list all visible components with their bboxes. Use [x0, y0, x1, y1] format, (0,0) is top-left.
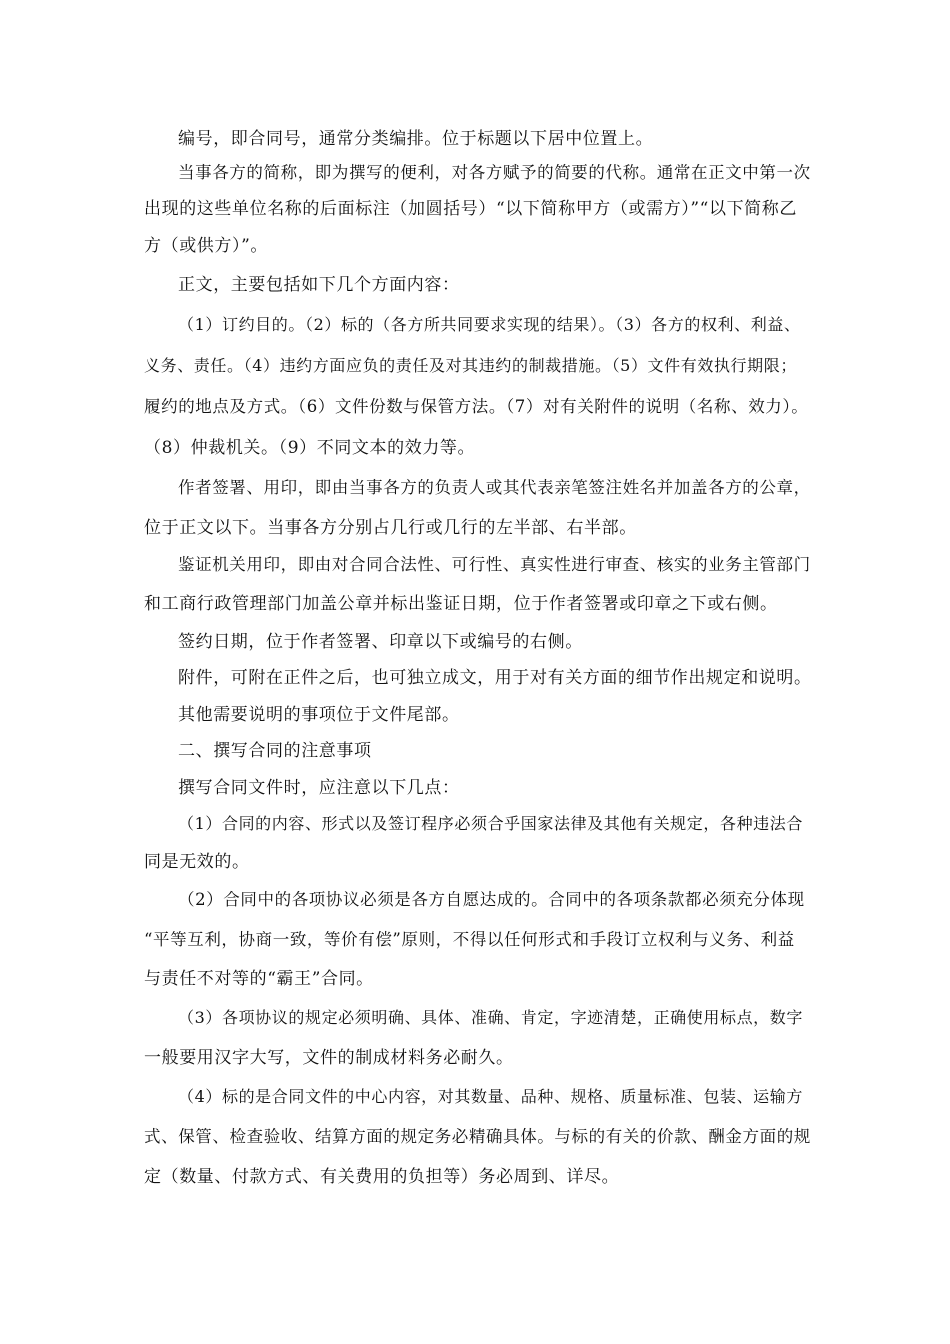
text-line: （1）合同的内容、形式以及签订程序必须合乎国家法律及其他有关规定，各种违法合 [178, 814, 803, 833]
text-line: 鉴证机关用印，即由对合同合法性、可行性、真实性进行审查、核实的业务主管部门 [178, 555, 811, 574]
text-line: 和工商行政管理部门加盖公章并标出鉴证日期，位于作者签署或印章之下或右侧。 [144, 594, 778, 614]
text-line: 编号，即合同号，通常分类编排。位于标题以下居中位置上。 [178, 129, 654, 149]
text-line: 位于正文以下。当事各方分别占几行或几行的左半部、右半部。 [144, 518, 637, 538]
text-line: 同是无效的。 [144, 852, 250, 872]
text-line: （3）各项协议的规定必须明确、具体、准确、肯定，字迹清楚，正确使用标点，数字 [178, 1008, 803, 1027]
text-line: （4）标的是合同文件的中心内容，对其数量、品种、规格、质量标准、包装、运输方 [178, 1087, 803, 1106]
text-line: 签约日期，位于作者签署、印章以下或编号的右侧。 [178, 632, 583, 652]
text-line: 附件，可附在正件之后，也可独立成文，用于对有关方面的细节作出规定和说明。 [178, 668, 812, 688]
text-line: （8）仲裁机关。（9）不同文本的效力等。 [144, 438, 476, 458]
text-line: 撰写合同文件时，应注意以下几点： [178, 778, 460, 798]
text-line: （2）合同中的各项协议必须是各方自愿达成的。合同中的各项条款都必须充分体现 [178, 890, 805, 909]
text-line: 与责任不对等的“霸王”合同。 [144, 969, 374, 989]
text-line: 义务、责任。（4）违约方面应负的责任及对其违约的制裁措施。（5）文件有效执行期限； [144, 356, 797, 375]
text-line: 作者签署、用印，即由当事各方的负责人或其代表亲笔签注姓名并加盖各方的公章， [178, 478, 811, 497]
text-line: 定（数量、付款方式、有关费用的负担等）务必周到、详尽。 [144, 1167, 620, 1187]
text-line: 方（或供方）”。 [144, 236, 268, 256]
text-line: （1）订约目的。（2）标的（各方所共同要求实现的结果）。（3）各方的权利、利益、 [178, 315, 801, 334]
text-line: 正文，主要包括如下几个方面内容： [178, 275, 460, 295]
text-line: 出现的这些单位名称的后面标注（加圆括号）“以下简称甲方（或需方）”“以下简称乙 [144, 199, 797, 219]
text-line: 履约的地点及方式。（6）文件份数与保管方法。（7）对有关附件的说明（名称、效力）。 [144, 397, 809, 416]
text-line: 式、保管、检查验收、结算方面的规定务必精确具体。与标的有关的价款、酬金方面的规 [144, 1127, 811, 1146]
text-line: 当事各方的简称，即为撰写的便利，对各方赋予的简要的代称。通常在正文中第一次 [178, 163, 811, 182]
text-line: 其他需要说明的事项位于文件尾部。 [178, 705, 460, 725]
text-line: “平等互利，协商一致，等价有偿”原则，不得以任何形式和手段订立权利与义务、利益 [144, 930, 795, 949]
text-line: 一般要用汉字大写，文件的制成材料务必耐久。 [144, 1048, 514, 1068]
section-heading: 二、撰写合同的注意事项 [178, 741, 372, 761]
